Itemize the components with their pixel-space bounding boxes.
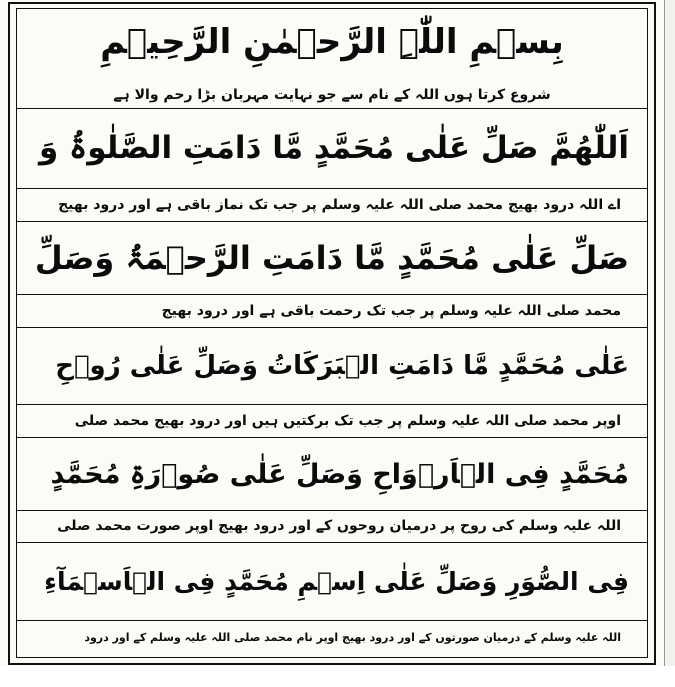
divider: [17, 620, 647, 621]
divider: [17, 327, 647, 328]
translation-line-1: اے اللہ درود بھیج محمد صلی اللہ علیہ وسلم پر جب تک نماز باقی ہے اور درود بھیج: [58, 197, 621, 213]
translation-line-5: اللہ علیہ وسلم کے درمیان صورتوں کے اور درود بھیج اوپر نام محمد صلی اللہ علیہ وسلم کے اور درود: [84, 630, 621, 644]
arabic-line-4: مُحَمَّدٍ فِی الۡاَرۡوَاحِ وَصَلِّ عَلٰی صُوۡرَۃِ مُحَمَّدٍ: [50, 458, 629, 490]
translation-line-2: محمد صلی اللہ علیہ وسلم پر جب تک رحمت باقی ہے اور درود بھیج: [161, 303, 621, 319]
page-edge: [664, 0, 675, 687]
translation-line-3: اوپر محمد صلی اللہ علیہ وسلم پر جب تک برکتیں ہیں اور درود بھیج محمد صلی: [74, 413, 621, 429]
intro-translation: شروع کرتا ہوں اللہ کے نام سے جو نہایت مہربان بڑا رحم والا ہے: [113, 87, 551, 103]
divider: [17, 188, 647, 189]
divider: [17, 510, 647, 511]
divider: [17, 437, 647, 438]
divider: [17, 294, 647, 295]
arabic-line-1: اَللّٰھُمَّ صَلِّ عَلٰی مُحَمَّدٍ مَّا دَامَتِ الصَّلٰوۃُ وَ: [39, 130, 629, 166]
divider: [17, 108, 647, 109]
divider: [17, 221, 647, 222]
arabic-line-2: صَلِّ عَلٰی مُحَمَّدٍ مَّا دَامَتِ الرَّحۡمَۃُ وَصَلِّ: [34, 239, 629, 277]
arabic-line-5: فِی الصُّوَرِ وَصَلِّ عَلٰی اِسۡمِ مُحَمَّدٍ فِی الۡاَسۡمَآءِ: [44, 566, 629, 596]
divider: [17, 404, 647, 405]
translation-line-4: اللہ علیہ وسلم کی روح پر درمیان روحوں کے اور درود بھیج اوپر صورت محمد صلی: [57, 518, 621, 534]
bismillah-heading: بِسۡمِ اللّٰہِ الرَّحۡمٰنِ الرَّحِیۡمِ: [100, 22, 564, 62]
arabic-line-3: عَلٰی مُحَمَّدٍ مَّا دَامَتِ الۡبَرَکَاتُ وَصَلِّ عَلٰی رُوۡحِ: [55, 351, 629, 381]
bottom-margin: [0, 666, 675, 687]
divider: [17, 542, 647, 543]
